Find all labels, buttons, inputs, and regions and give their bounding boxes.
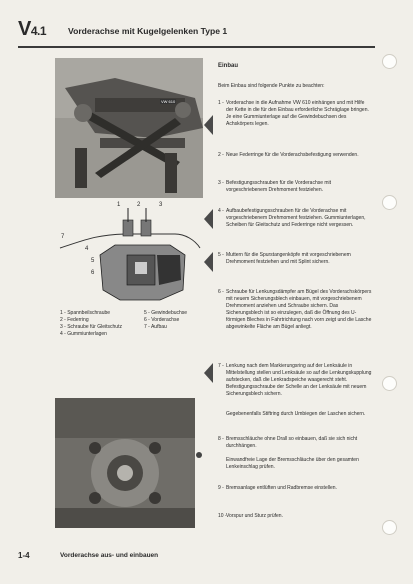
diagram-number: 2	[137, 202, 141, 208]
header-rule	[18, 46, 375, 48]
step-3: 3 - Befestigungsschrauben für die Vorderachse mit vorgeschriebenem Drehmoment festziehen.	[218, 180, 332, 193]
step-4-arrow-marker	[204, 209, 213, 229]
section-heading: Einbau	[218, 63, 239, 69]
intro-text: Beim Einbau sind folgende Punkte zu beachten:	[218, 83, 325, 89]
punch-hole	[382, 195, 397, 210]
punch-hole	[382, 520, 397, 535]
step-1: 1 - Vorderachse in die Aufnahme VW 610 einhängen und mit Hilfe der Kette in die für den Einbau erforderliche Schräglage bringen. Je eine Gummiunterlage auf die Gewindebuchsen des Achskörpers legen.	[218, 100, 369, 127]
legend-item: 3 - Schraube für Gleitschutz	[60, 324, 122, 330]
step-5-arrow-marker	[204, 252, 213, 272]
diagram-number: 3	[159, 202, 163, 208]
step-2: 2 - Neue Federringe für die Vorderachsbefestigung verwenden.	[218, 152, 359, 158]
photo-axle-closeup-image	[55, 398, 195, 528]
photo-axle-fixture	[55, 58, 203, 198]
legend-column	[60, 310, 140, 338]
diagram-number: 1	[117, 202, 121, 208]
step-8: 8 - Bremsschläuche ohne Drall so einbauen, daß sie sich nicht durchhängen.	[218, 436, 358, 449]
photo2-pointer-dot	[196, 452, 202, 458]
photo-axle-closeup	[55, 398, 195, 528]
legend-item: 7 - Aufbau	[144, 324, 167, 330]
page-number: 1-4	[18, 551, 30, 560]
diagram-number: 6	[91, 270, 95, 276]
legend-item: 6 - Vorderachse	[144, 317, 180, 323]
step-7-note: Gegebenenfalls Stiftring durch Umbiegen der Laschen sichern.	[226, 411, 366, 417]
step-7: 7 - Lenkung nach dem Markierungsring auf der Lenksäule in Mittelstellung stellen und Lenksäule so auf die Lenkungskupplung aufstecken, daß die Lenkradspeiche waagerecht steht. Befestigungsschraube der Schelle an der Lenksäule mit neuem Sicherungsblech sichern.	[218, 363, 372, 397]
photo-axle-fixture-image	[55, 58, 203, 198]
diagram-drawing	[55, 200, 205, 310]
section-code: V4.1	[18, 18, 47, 40]
diagram-number: 4	[85, 246, 89, 252]
step-7-arrow-marker	[204, 363, 213, 383]
legend-column	[144, 310, 204, 331]
diagram-number: 5	[91, 258, 95, 264]
step-5: 5 - Muttern für die Spurstangenköpfe mit vorgeschriebenem Drehmoment festziehen und mit Splint sichern.	[218, 252, 351, 265]
step-9: 9 - Bremsanlage entlüften und Radbremse einstellen.	[218, 485, 337, 491]
step-8-note: Einwandfreie Lage der Bremsschläuche über den gesamten Lenkeinschlag prüfen.	[226, 457, 359, 470]
legend-item: 2 - Federring	[60, 317, 89, 323]
tool-label: VW 610	[161, 99, 176, 104]
punch-hole	[382, 376, 397, 391]
legend-item: 5 - Gewindebuchse	[144, 310, 188, 316]
legend-item: 4 - Gummiunterlagen	[60, 331, 107, 337]
punch-hole	[382, 54, 397, 69]
legend-item: 1 - Spannbeilschraube	[60, 310, 111, 316]
step-6: 6 - Schraube für Lenkungsdämpfer am Bügel des Vorderachskörpers mit neuem Sicherungsblech einbauen, mit vorgeschriebenem Drehmoment anziehen und Schraube sichern. Das Sicherungsblech ist so einzulegen, daß die Öffnung des U-förmigen Bleches in Fahrtrichtung nach vorn zeigt und die Lasche abgewinkelte Fläche am Bügel anliegt.	[218, 289, 372, 330]
photo1-arrow-marker	[204, 115, 213, 135]
footer-title: Vorderachse aus- und einbauen	[60, 552, 159, 559]
page-title: Vorderachse mit Kugelgelenken Type 1	[68, 26, 228, 36]
step-10: 10 - Vorspur und Sturz prüfen.	[218, 513, 283, 519]
axle-mount-diagram	[55, 200, 205, 310]
diagram-number: 7	[61, 234, 65, 240]
step-4: 4 - Aufbaubefestigungsschrauben für die Vorderachse mit vorgeschriebenem Drehmoment festziehen. Gummiunterlagen, Scheiben für Gleitschutz und Federringe nicht vergessen.	[218, 208, 366, 228]
